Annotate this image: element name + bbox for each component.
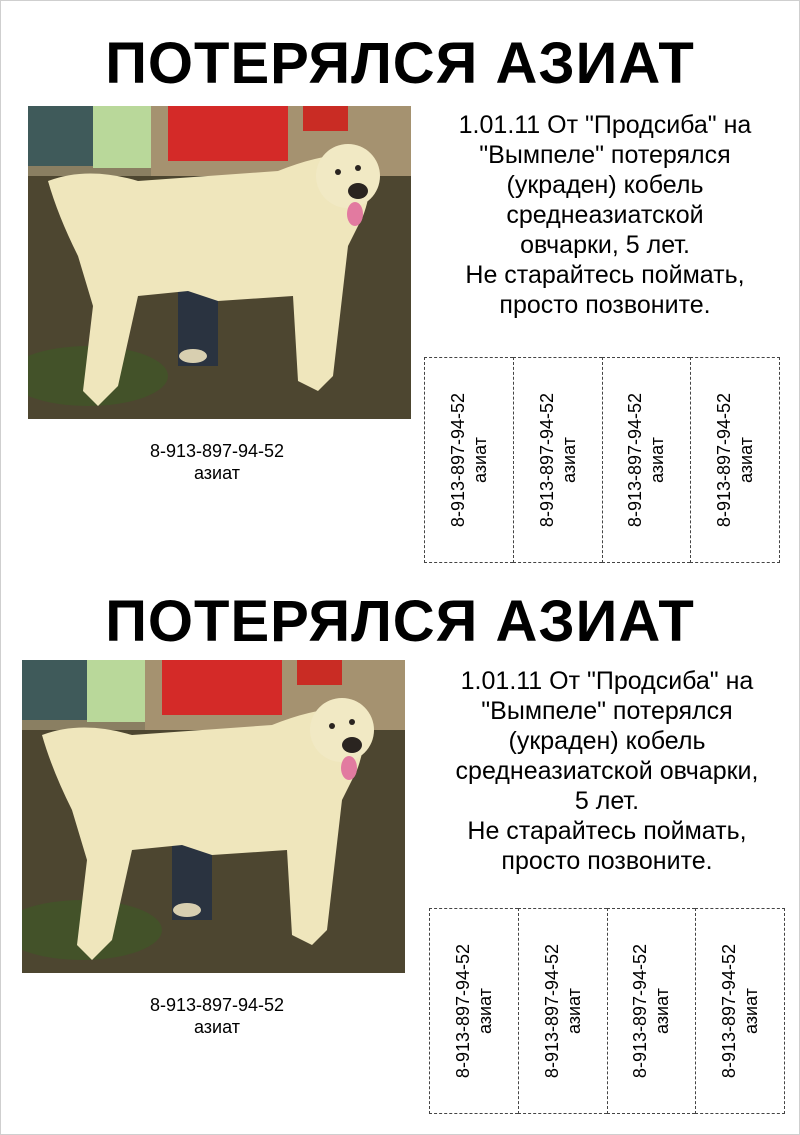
photo-caption — [97, 440, 337, 484]
lost-dog-description — [420, 666, 794, 876]
tab-phone: 8-913-897-94-52 — [625, 392, 646, 528]
description-line: среднеазиатской овчарки, — [455, 757, 759, 785]
dog-photo — [28, 106, 411, 419]
tab-phone: 8-913-897-94-52 — [541, 943, 562, 1079]
tear-off-tab[interactable] — [607, 908, 696, 1114]
tab-name: азиат — [474, 988, 495, 1034]
tear-off-tab[interactable] — [513, 357, 602, 563]
tab-phone: 8-913-897-94-52 — [719, 943, 740, 1079]
description-line: Не старайтесь поймать, — [465, 261, 745, 289]
description-line: 1.01.11 От "Продсиба" на — [460, 667, 754, 695]
flyer-title: ПОТЕРЯЛСЯ АЗИАТ — [105, 31, 695, 96]
photo-caption — [97, 994, 337, 1038]
caption-phone: 8-913-897-94-52 — [149, 995, 285, 1015]
description-line: просто позвоните. — [499, 291, 711, 319]
tab-name: азиат — [558, 437, 579, 483]
tab-name: азиат — [647, 437, 668, 483]
tear-off-tab[interactable] — [518, 908, 607, 1114]
lost-dog-description — [420, 110, 790, 320]
description-line: "Вымпеле" потерялся — [481, 697, 733, 725]
tab-name: азиат — [652, 988, 673, 1034]
tear-off-tab[interactable] — [690, 357, 780, 563]
description-line: 5 лет. — [574, 787, 640, 815]
description-line: овчарки, 5 лет. — [520, 231, 690, 259]
description-line: среднеазиатской — [506, 201, 704, 229]
dog-photo — [22, 660, 405, 973]
tab-name: азиат — [469, 437, 490, 483]
flyer-title: ПОТЕРЯЛСЯ АЗИАТ — [105, 589, 695, 654]
tear-off-tabs — [424, 357, 780, 563]
caption-phone: 8-913-897-94-52 — [149, 441, 285, 461]
description-line: Не старайтесь поймать, — [467, 817, 747, 845]
tab-phone: 8-913-897-94-52 — [714, 392, 735, 528]
description-line: просто позвоните. — [501, 847, 713, 875]
description-line: (украден) кобель — [508, 727, 706, 755]
tab-phone: 8-913-897-94-52 — [447, 392, 468, 528]
tab-name: азиат — [741, 988, 762, 1034]
tear-off-tab[interactable] — [695, 908, 785, 1114]
tab-phone: 8-913-897-94-52 — [630, 943, 651, 1079]
tab-phone: 8-913-897-94-52 — [536, 392, 557, 528]
caption-name: азиат — [194, 1017, 240, 1037]
tab-name: азиат — [563, 988, 584, 1034]
tear-off-tabs — [429, 908, 785, 1114]
tear-off-tab[interactable] — [429, 908, 518, 1114]
tab-name: азиат — [736, 437, 757, 483]
tear-off-tab[interactable] — [602, 357, 691, 563]
description-line: (украден) кобель — [506, 171, 704, 199]
caption-name: азиат — [194, 463, 240, 483]
description-line: "Вымпеле" потерялся — [479, 141, 731, 169]
description-line: 1.01.11 От "Продсиба" на — [458, 111, 752, 139]
tab-phone: 8-913-897-94-52 — [452, 943, 473, 1079]
tear-off-tab[interactable] — [424, 357, 513, 563]
